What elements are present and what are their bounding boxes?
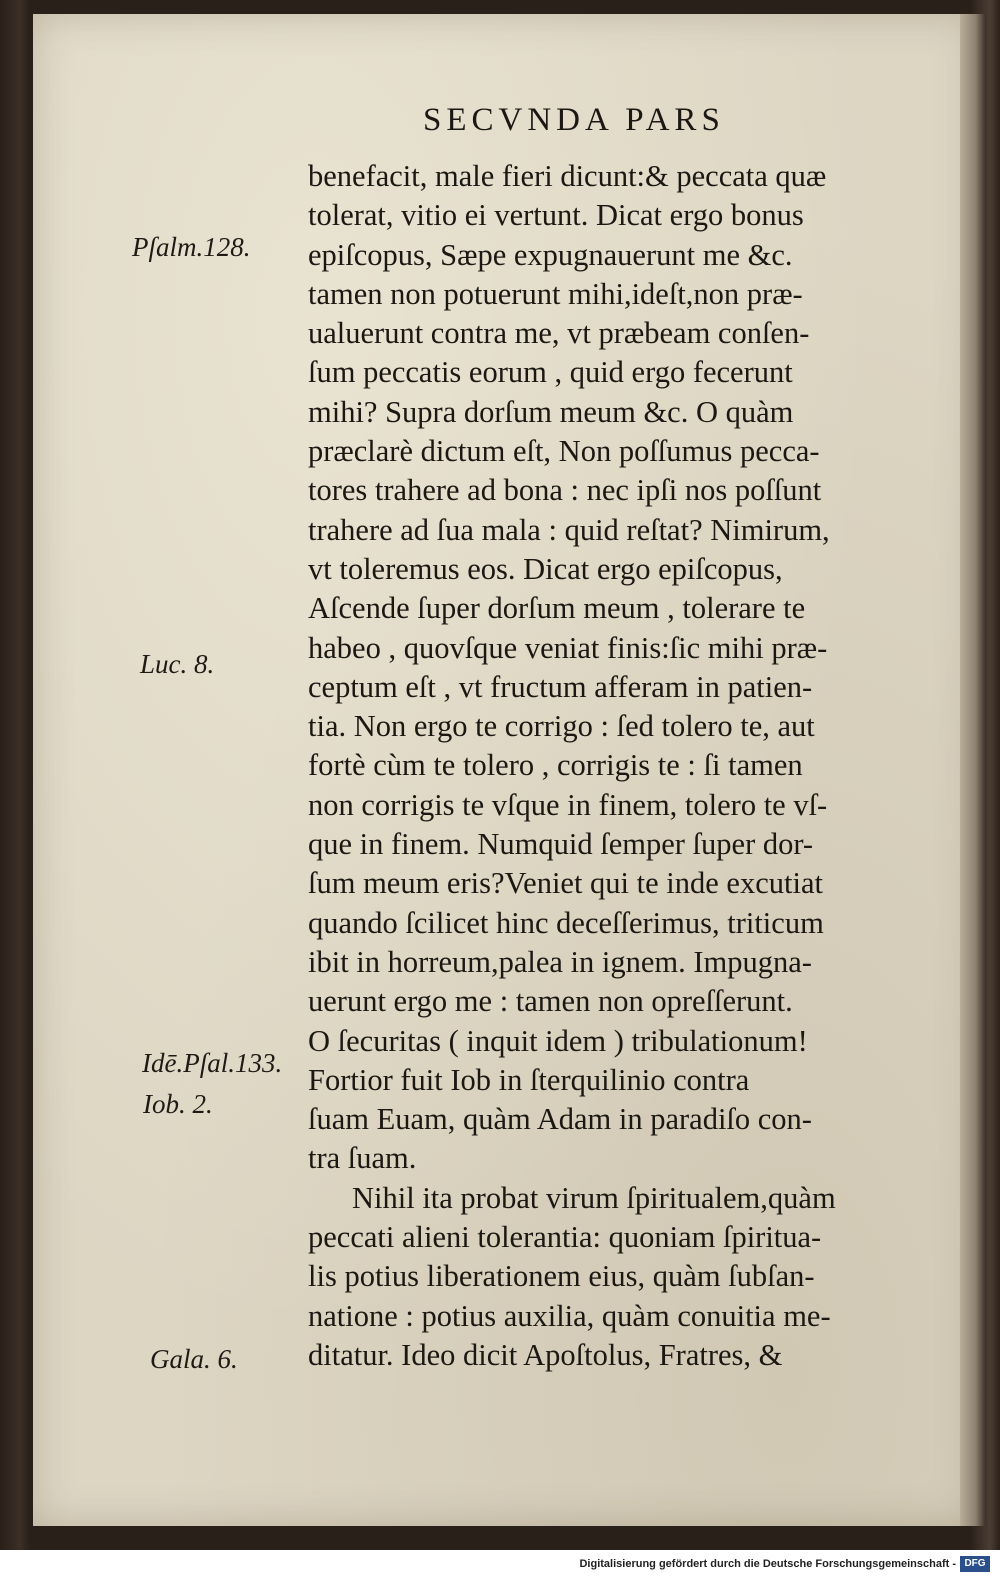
text-line: fortè cùm te tolero , corrigis te : ſi tamen xyxy=(308,748,803,783)
text-line: ualuerunt contra me, vt præbeam conſen- xyxy=(308,316,810,351)
text-line: ſum meum eris?Veniet qui te inde excutiat xyxy=(308,866,823,901)
text-line: mihi? Supra dorſum meum &c. O quàm xyxy=(308,394,794,429)
text-line: ſuam Euam, quàm Adam in paradiſo con- xyxy=(308,1102,812,1137)
text-line: benefacit, male fieri dicunt:& peccata quæ xyxy=(308,159,827,193)
text-line: que in finem. Numquid ſemper ſuper dor- xyxy=(308,827,814,862)
text-line: non corrigis te vſque in finem, tolero te vſ- xyxy=(308,787,828,822)
text-line: præclarè dictum eſt, Non poſſumus pecca- xyxy=(308,434,820,469)
page-edge xyxy=(960,14,986,1526)
text-line: Fortior fuit Iob in ſterquilinio contra xyxy=(308,1062,750,1097)
margin-note-ide-psal: Idē.Pſal.133. xyxy=(142,1048,283,1078)
margin-note-gala: Gala. 6. xyxy=(150,1344,238,1374)
text-line: O ſecuritas ( inquit idem ) tribulationum! xyxy=(308,1023,808,1058)
text-line: quando ſcilicet hinc deceſſerimus, triticum xyxy=(308,905,824,940)
margin-note-psalm: Pſalm.128. xyxy=(132,232,251,262)
funding-notice: Digitalisierung gefördert durch die Deutsche Forschungsgemeinschaft - xyxy=(579,1558,956,1570)
text-line: lis potius liberationem eius, quàm ſubſan- xyxy=(308,1259,815,1294)
text-line: vt toleremus eos. Dicat ergo epiſcopus, xyxy=(308,551,783,586)
text-line: Aſcende ſuper dorſum meum , tolerare te xyxy=(308,591,806,626)
text-line: uerunt ergo me : tamen non opreſſerunt. xyxy=(308,984,793,1019)
text-line: epiſcopus, Sæpe expugnauerunt me &c. xyxy=(308,237,793,272)
text-line: natione : potius auxilia, quàm conuitia me- xyxy=(308,1298,831,1333)
dfg-logo: DFG xyxy=(960,1556,990,1572)
margin-note-luc: Luc. 8. xyxy=(140,649,215,679)
margin-note-iob: Iob. 2. xyxy=(143,1089,213,1119)
text-line: tolerat, vitio ei vertunt. Dicat ergo bonus xyxy=(308,198,804,233)
text-line: tia. Non ergo te corrigo : ſed tolero te, aut xyxy=(308,709,815,744)
text-line: tra ſuam. xyxy=(308,1141,417,1176)
body-text xyxy=(308,157,938,1375)
text-line: peccati alieni tolerantia: quoniam ſpiritua- xyxy=(308,1220,822,1255)
text-line: tores trahere ad bona : nec ipſi nos poſſunt xyxy=(308,473,822,508)
text-line: ceptum eſt , vt fructum afferam in patien- xyxy=(308,669,813,704)
text-line: ſum peccatis eorum , quid ergo fecerunt xyxy=(308,355,793,390)
text-line: Nihil ita probat virum ſpiritualem,quàm xyxy=(352,1180,836,1215)
text-line: tamen non potuerunt mihi,ideſt,non præ- xyxy=(308,276,803,311)
text-line: trahere ad ſua mala : quid reſtat? Nimirum, xyxy=(308,512,830,547)
text-line: ibit in horreum,palea in ignem. Impugna- xyxy=(308,944,812,979)
text-line: ditatur. Ideo dicit Apoſtolus, Fratres, & xyxy=(308,1337,783,1372)
footer-bar xyxy=(0,1550,1000,1580)
running-head: SECVNDA PARS xyxy=(423,102,725,138)
text-line: habeo , quovſque veniat finis:ſic mihi præ- xyxy=(308,630,828,665)
